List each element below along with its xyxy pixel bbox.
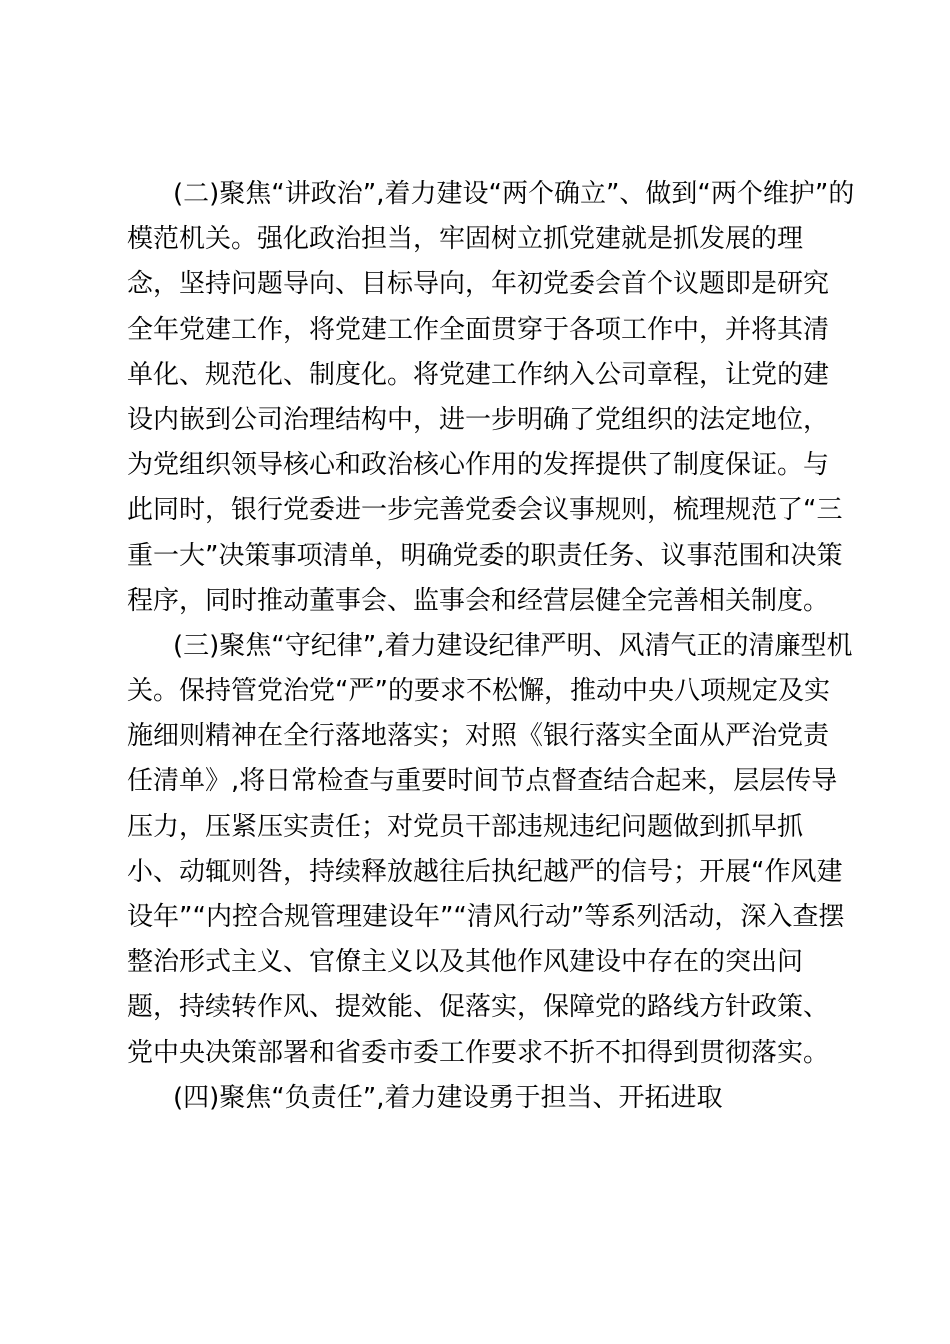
text-line: 此同时，银行党委进一步完善党委会议事规则，梳理规范了“三 (127, 495, 843, 526)
text-line: 任清单》,将日常检查与重要时间节点督查结合起来，层层传导 (127, 766, 838, 797)
text-line: 为党组织领导核心和政治核心作用的发挥提供了制度保证。与 (127, 450, 830, 481)
text-line: 设年”“内控合规管理建设年”“清风行动”等系列活动，深入查摆 (127, 902, 845, 932)
text-line: 单化、规范化、制度化。将党建工作纳入公司章程，让党的建 (127, 359, 830, 390)
text-line: 整治形式主义、官僚主义以及其他作风建设中存在的突出问 (127, 947, 804, 978)
text-line: 压力，压紧压实责任；对党员干部违规违纪问题做到抓早抓 (127, 811, 804, 842)
text-line: 念，坚持问题导向、目标导向，年初党委会首个议题即是研究 (127, 269, 830, 300)
text-line: 重一大”决策事项清单，明确党委的职责任务、议事范围和决策 (127, 540, 843, 571)
paragraph-2-heading-line: (二)聚焦“讲政治”,着力建设“两个确立”、做到“两个维护”的 (173, 179, 855, 209)
text-line: 施细则精神在全行落地落实；对照《银行落实全面从严治党责 (127, 721, 830, 752)
text-line: 党中央决策部署和省委市委工作要求不折不扣得到贯彻落实。 (127, 1037, 830, 1068)
text-line: 全年党建工作，将党建工作全面贯穿于各项工作中，并将其清 (127, 314, 830, 345)
paragraph-4-heading-line: (四)聚焦“负责任”,着力建设勇于担当、开拓进取 (173, 1082, 723, 1113)
text-line: 模范机关。强化政治担当，牢固树立抓党建就是抓发展的理 (127, 224, 804, 255)
text-line: 程序，同时推动董事会、监事会和经营层健全完善相关制度。 (127, 585, 830, 616)
body-text (127, 172, 855, 1121)
text-line: 题，持续转作风、提效能、促落实，保障党的路线方针政策、 (127, 992, 830, 1023)
text-line: 小、动辄则咎，持续释放越往后执纪越严的信号；开展“作风建 (127, 856, 843, 887)
paragraph-3-heading-line: (三)聚焦“守纪律”,着力建设纪律严明、风清气正的清廉型机 (173, 630, 853, 661)
text-line: 关。保持管党治党“严”的要求不松懈，推动中央八项规定及实 (127, 676, 830, 707)
text-line: 设内嵌到公司治理结构中，进一步明确了党组织的法定地位， (127, 404, 830, 435)
